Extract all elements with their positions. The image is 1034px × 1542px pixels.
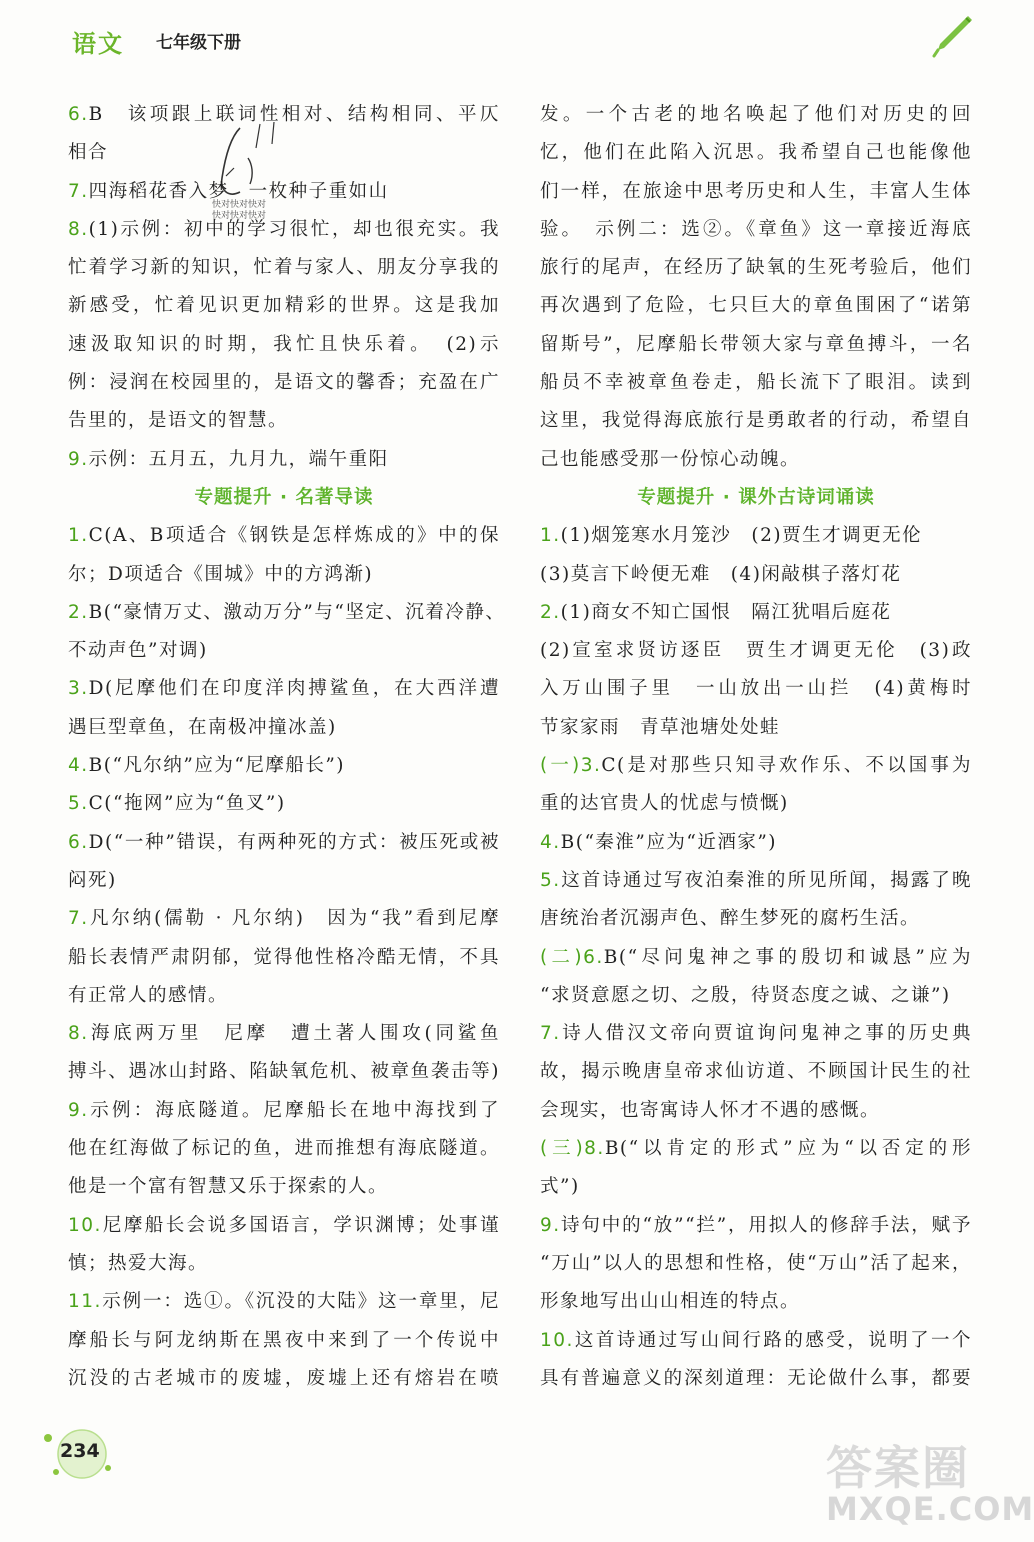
answer-text: 示例：五月五，九月九，端午重阳: [88, 448, 389, 470]
answer-line: [540, 594, 972, 632]
answer-line: [68, 1168, 500, 1206]
answer-text: 他是一个富有智慧又乐于探索的人。: [68, 1176, 389, 1198]
answer-text: 诗人借汉文帝向贾谊询问鬼神之事的历史典: [560, 1023, 972, 1045]
question-number: 7.: [68, 908, 89, 930]
answer-text: (1)商女不知亡国恨 隔江犹唱后庭花: [560, 601, 892, 623]
answer-line: [68, 709, 500, 747]
answer-line: [68, 1360, 500, 1398]
answer-line: [540, 900, 972, 938]
answer-text: 留斯号”，尼摩船长带领大家与章鱼搏斗，一名: [540, 333, 972, 355]
answer-text: 遇巨型章鱼，在南极冲撞冰盖): [68, 716, 337, 738]
answer-text: C(是对那些只知寻欢作乐、不以国事为: [601, 755, 972, 777]
answer-text: “万山”以人的思想和性格，使“万山”活了起来，: [540, 1252, 972, 1274]
answer-line: [68, 364, 500, 402]
answer-line: [540, 249, 972, 287]
question-number: (一)3.: [540, 755, 602, 777]
answer-text: 船员不幸被章鱼卷走，船长流下了眼泪。读到: [540, 372, 972, 394]
answer-line: [540, 173, 972, 211]
answer-text: 旅行的尾声，在经历了缺氧的生死考验后，他们: [540, 257, 972, 279]
question-number: 4.: [540, 831, 561, 853]
answer-line: [540, 1283, 972, 1321]
question-number: 1.: [68, 525, 89, 547]
answer-text: (1)示例：初中的学习很忙，却也很充实。我: [88, 218, 500, 240]
answer-line: [68, 862, 500, 900]
answer-line: [68, 747, 500, 785]
answer-text: C(“拖网”应为“鱼叉”): [88, 793, 286, 815]
answer-text: (3)莫言下岭便无难 (4)闲敲棋子落灯花: [540, 563, 902, 585]
answer-text: 节家家雨 青草池塘处处蛙: [540, 716, 781, 738]
section-heading: 专题提升 · 课外古诗词诵读: [637, 486, 875, 508]
answer-line: [540, 1322, 972, 1360]
answer-text: 发。一个古老的地名唤起了他们对历史的回: [540, 104, 972, 125]
left-column: [68, 96, 506, 1398]
answer-line: [540, 747, 972, 785]
answer-text: 入万山围子里 一山放出一山拦 (4)黄梅时: [540, 678, 972, 700]
answer-text: B(“豪情万丈、激动万分”与“坚定、沉着冷静、: [88, 601, 506, 623]
answer-text: B(“秦淮”应为“近酒家”): [560, 831, 778, 853]
question-number: 5.: [540, 869, 561, 891]
watermark-url: MXQE.COM: [826, 1490, 1034, 1528]
answer-line: [68, 1015, 500, 1053]
answer-line: [68, 287, 500, 325]
question-number: 9.: [540, 1214, 561, 1236]
answer-line: [68, 517, 500, 555]
question-number: 5.: [68, 793, 89, 815]
answer-line: [68, 1207, 500, 1245]
answer-text: 示例：海底隧道。尼摩船长在地中海找到了: [88, 1099, 500, 1121]
answer-line: [540, 709, 972, 747]
answer-text: 闷死): [68, 869, 117, 891]
answer-line: [68, 1322, 500, 1360]
answer-line: [68, 939, 500, 977]
answer-line: [68, 900, 500, 938]
answer-line: [540, 364, 972, 402]
answer-line: [540, 785, 972, 823]
answer-line: [68, 632, 500, 670]
answer-line: [540, 939, 972, 977]
answer-line: [540, 1245, 972, 1283]
answer-line: [68, 402, 500, 440]
answer-text: “求贤意愿之切、之殷，待贤态度之诚、之谦”): [540, 984, 951, 1006]
answer-text: 他在红海做了标记的鱼，进而推想有海底隧道。: [68, 1138, 500, 1160]
answer-line: [540, 1360, 972, 1398]
answer-text: 忙着学习新的知识，忙着与家人、朋友分享我的: [68, 257, 500, 279]
answer-text: 这首诗通过写夜泊秦淮的所见所闻，揭露了晚: [560, 869, 972, 891]
answer-line: [540, 96, 972, 134]
right-column: [540, 96, 972, 1398]
answer-text: B(“尽问鬼神之事的殷切和诚恳”应为: [603, 946, 972, 968]
answer-text: 告里的，是语文的智慧。: [68, 410, 289, 432]
answer-text: B(“凡尔纳”应为“尼摩船长”): [88, 755, 346, 777]
answer-text: 具有普遍意义的深刻道理：无论做什么事，都要: [540, 1367, 972, 1389]
answer-text: 相合: [68, 142, 109, 164]
answer-text: C(A、B项适合《钢铁是怎样炼成的》中的保: [88, 525, 500, 547]
answer-line: [68, 1245, 500, 1283]
answer-line: [68, 96, 500, 134]
question-number: 4.: [68, 755, 89, 777]
answer-text: 搏斗、遇冰山封路、陷缺氧危机、被章鱼袭击等): [68, 1061, 500, 1083]
stamp-line: 快对快对快对: [212, 211, 267, 221]
section-heading: 专题提升 · 名著导读: [194, 486, 374, 508]
answer-line: [68, 134, 500, 172]
question-number: 10.: [540, 1329, 574, 1351]
question-number: 2.: [68, 601, 89, 623]
question-number: 6.: [68, 831, 89, 853]
answer-text: B(“以肯定的形式”应为“以否定的形: [604, 1138, 973, 1160]
answer-text: B 该项跟上联词性相对、结构相同、平仄: [88, 104, 500, 125]
answer-text: (2)宣室求贤访逐臣 贾生才调更无伦 (3)政: [540, 640, 972, 662]
answer-line: [540, 287, 972, 325]
answer-line: [540, 556, 972, 594]
answer-text: 船长表情严肃阴郁，觉得他性格冷酷无情，不具: [68, 946, 500, 968]
answer-text: 海底两万里 尼摩 遭土著人围攻(同鲨鱼: [88, 1023, 500, 1045]
answer-text: D(尼摩他们在印度洋肉搏鲨鱼，在大西洋遭: [88, 678, 500, 700]
subject-title: 语文: [72, 30, 124, 58]
question-number: 9.: [68, 1099, 89, 1121]
answer-line: [540, 1092, 972, 1130]
grade-label: 七年级下册: [156, 33, 241, 53]
answer-text: 有正常人的感情。: [68, 984, 229, 1006]
answer-line: [540, 1207, 972, 1245]
answer-line: [540, 211, 972, 249]
answer-text: 式”): [540, 1176, 580, 1198]
answer-text: 们一样，在旅途中思考历史和人生，丰富人生体: [540, 180, 972, 202]
question-number: 3.: [68, 678, 89, 700]
answer-line: [68, 670, 500, 708]
answer-line: [68, 1130, 500, 1168]
answer-line: [68, 785, 500, 823]
answer-text: 例：浸润在校园里的，是语文的馨香；充盈在广: [68, 372, 500, 394]
answer-line: [68, 211, 500, 249]
answer-text: 速汲取知识的时期，我忙且快乐着。 (2)示: [68, 333, 500, 355]
question-number: 2.: [540, 601, 561, 623]
answer-line: [540, 632, 972, 670]
answer-text: 四海稻花香入梦 一枚种子重如山: [88, 180, 389, 202]
stamp-line: 快对快对快对: [212, 200, 267, 210]
answer-line: [68, 1283, 500, 1321]
answer-text: 验。 示例二：选②。《章鱼》这一章接近海底: [540, 218, 972, 240]
answer-text: 形象地写出山山相连的特点。: [540, 1291, 801, 1313]
answer-line: [68, 594, 506, 632]
answer-text: 会现实，也寄寓诗人怀才不遇的感慨。: [540, 1099, 881, 1121]
question-number: 10.: [68, 1214, 102, 1236]
question-number: 8.: [68, 218, 89, 240]
answer-text: 这首诗通过写山间行路的感受，说明了一个: [573, 1329, 972, 1351]
answer-text: 忆，他们在此陷入沉思。我希望自己也能像他: [540, 142, 972, 164]
answer-line: [540, 977, 972, 1015]
answer-text: D(“一种”错误，有两种死的方式：被压死或被: [88, 831, 500, 853]
answer-text: 凡尔纳(儒勒 · 凡尔纳) 因为“我”看到尼摩: [88, 908, 500, 930]
question-number: 7.: [540, 1023, 561, 1045]
answer-line: [68, 824, 500, 862]
answer-line: [540, 1015, 972, 1053]
answer-text: 重的达官贵人的忧虑与愤慨): [540, 793, 789, 815]
answer-line: [68, 977, 500, 1015]
answer-text: 诗句中的“放”“拦”，用拟人的修辞手法，赋予: [560, 1214, 972, 1236]
answer-text: (1)烟笼寒水月笼沙 (2)贾生才调更无伦: [560, 525, 923, 547]
answer-text: 摩船长与阿龙纳斯在黑夜中来到了一个传说中: [68, 1329, 500, 1351]
answer-line: [68, 173, 500, 211]
answer-line: [540, 1053, 972, 1091]
answer-text: 唐统治者沉溺声色、醉生梦死的腐朽生活。: [540, 908, 921, 930]
answer-text: 不动声色”对调): [68, 640, 208, 662]
answer-text: 故，揭示晚唐皇帝求仙访道、不顾国计民生的社: [540, 1061, 972, 1083]
answer-line: [540, 402, 972, 440]
answer-line: [540, 670, 972, 708]
answer-line: [540, 517, 972, 555]
answer-text: 慎；热爱大海。: [68, 1252, 209, 1274]
answer-line: [68, 1053, 500, 1091]
answer-text: 新感受，忙着见识更加精彩的世界。这是我加: [68, 295, 500, 317]
watermark-cn: 答案圈: [826, 1441, 970, 1495]
answer-text: 尼摩船长会说多国语言，学识渊博；处事谨: [101, 1214, 500, 1236]
question-number: 7.: [68, 180, 89, 202]
answer-line: [68, 249, 500, 287]
pen-icon: [928, 12, 974, 58]
question-number: (二)6.: [540, 946, 604, 968]
answer-text: 这里，我觉得海底旅行是勇敢者的行动，希望自: [540, 410, 972, 432]
answer-line: [540, 134, 972, 172]
answer-line: [540, 1168, 972, 1206]
question-number: 6.: [68, 104, 89, 125]
answer-text: 再次遇到了危险，七只巨大的章鱼围困了“诺第: [540, 295, 972, 317]
answer-text: 己也能感受那一份惊心动魄。: [540, 448, 801, 470]
question-number: 8.: [68, 1023, 89, 1045]
answer-line: [68, 556, 500, 594]
answer-line: [68, 326, 500, 364]
answer-line: [68, 441, 500, 479]
answer-line: [540, 441, 972, 479]
question-number: 11.: [68, 1291, 102, 1313]
answer-text: 沉没的古老城市的废墟，废墟上还有熔岩在喷: [68, 1367, 500, 1389]
page-header: [0, 0, 1000, 70]
answer-line: [540, 824, 972, 862]
answer-line: [540, 326, 972, 364]
answer-line: [68, 1092, 500, 1130]
question-number: 9.: [68, 448, 89, 470]
question-number: (三)8.: [540, 1138, 605, 1160]
question-number: 1.: [540, 525, 561, 547]
answer-line: [540, 862, 972, 900]
answer-text: 示例一：选①。《沉没的大陆》这一章里，尼: [101, 1291, 500, 1313]
answer-text: 尔；D项适合《围城》中的方鸿渐): [68, 563, 374, 585]
page-number: 234: [60, 1440, 100, 1462]
answer-line: [540, 1130, 972, 1168]
